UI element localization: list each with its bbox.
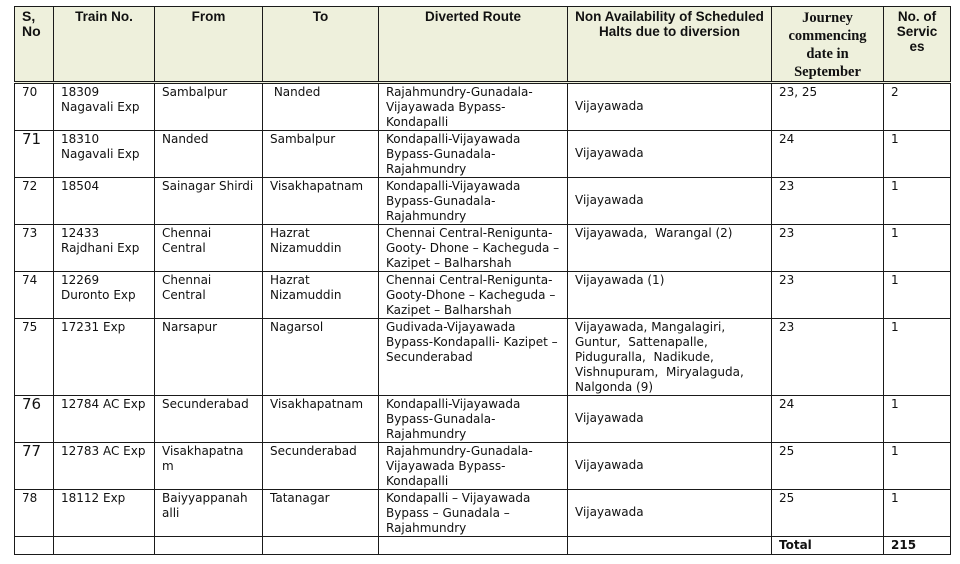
table-row	[15, 178, 951, 225]
cell-to: Visakhapatnam	[263, 396, 379, 443]
cell-services: 1	[884, 178, 951, 225]
cell-sno: 70	[15, 83, 54, 131]
cell-sno: 74	[15, 272, 54, 319]
cell-halts	[568, 178, 772, 225]
cell-route: Kondapalli – Vijayawada Bypass – Gunadala – Rajahmundry	[379, 490, 568, 537]
cell-services: 2	[884, 83, 951, 131]
cell-from: Chennai Central	[155, 272, 263, 319]
halts-text: Vijayawada	[575, 411, 644, 425]
halts-text: Vijayawada	[575, 193, 644, 207]
table-row	[15, 396, 951, 443]
cell-date: 23, 25	[772, 83, 884, 131]
table-row	[15, 443, 951, 490]
cell-from: Chennai Central	[155, 225, 263, 272]
halts-text: Vijayawada	[575, 458, 644, 472]
cell-halts: Vijayawada, Mangalagiri, Guntur, Sattenapalle, Piduguralla, Nadikude, Vishnupuram, Miryalaguda, Nalgonda (9)	[568, 319, 772, 396]
cell-halts	[568, 490, 772, 537]
total-label: Total	[772, 537, 884, 555]
cell-from: Nanded	[155, 131, 263, 178]
cell-empty	[15, 537, 54, 555]
halts-text: Vijayawada	[575, 146, 644, 160]
cell-sno: 75	[15, 319, 54, 396]
header-journey-date: Journey commencing date in September	[772, 7, 884, 83]
cell-empty	[568, 537, 772, 555]
cell-date: 23	[772, 319, 884, 396]
cell-to: Sambalpur	[263, 131, 379, 178]
cell-to: Hazrat Nizamuddin	[263, 272, 379, 319]
cell-train: 12783 AC Exp	[54, 443, 155, 490]
cell-services: 1	[884, 490, 951, 537]
cell-services: 1	[884, 131, 951, 178]
cell-to: Visakhapatnam	[263, 178, 379, 225]
header-row	[15, 7, 951, 83]
cell-services: 1	[884, 319, 951, 396]
cell-train: 12269 Duronto Exp	[54, 272, 155, 319]
diversion-table-container	[14, 6, 950, 555]
total-value: 215	[884, 537, 951, 555]
cell-route: Chennai Central-Renigunta-Gooty- Dhone – Kacheguda – Kazipet – Balharshah	[379, 225, 568, 272]
cell-train: 18504	[54, 178, 155, 225]
header-sno: S, No	[15, 7, 54, 83]
cell-services: 1	[884, 443, 951, 490]
cell-train: 12784 AC Exp	[54, 396, 155, 443]
cell-from: Sainagar Shirdi	[155, 178, 263, 225]
table-body	[15, 83, 951, 555]
cell-to: Tatanagar	[263, 490, 379, 537]
train-diversion-table	[14, 6, 951, 555]
cell-to: Hazrat Nizamuddin	[263, 225, 379, 272]
cell-from: Secunderabad	[155, 396, 263, 443]
cell-route: Kondapalli-Vijayawada Bypass-Gunadala-Rajahmundry	[379, 131, 568, 178]
cell-date: 23	[772, 178, 884, 225]
cell-route: Rajahmundry-Gunadala-Vijayawada Bypass-Kondapalli	[379, 83, 568, 131]
table-row	[15, 490, 951, 537]
cell-route: Kondapalli-Vijayawada Bypass-Gunadala-Rajahmundry	[379, 396, 568, 443]
cell-route: Chennai Central-Renigunta-Gooty-Dhone – Kacheguda – Kazipet – Balharshah	[379, 272, 568, 319]
header-diverted-route: Diverted Route	[379, 7, 568, 83]
cell-halts: Vijayawada, Warangal (2)	[568, 225, 772, 272]
cell-date: 25	[772, 443, 884, 490]
header-services: No. of Servic es	[884, 7, 951, 83]
cell-train: 17231 Exp	[54, 319, 155, 396]
cell-sno: 77	[15, 443, 54, 490]
header-halts: Non Availability of Scheduled Halts due to diversion	[568, 7, 772, 83]
table-row	[15, 131, 951, 178]
table-row	[15, 83, 951, 131]
cell-sno: 71	[15, 131, 54, 178]
cell-services: 1	[884, 396, 951, 443]
cell-date: 24	[772, 131, 884, 178]
table-row	[15, 225, 951, 272]
cell-train: 18309 Nagavali Exp	[54, 83, 155, 131]
header-to: To	[263, 7, 379, 83]
table-header	[15, 7, 951, 83]
cell-route: Kondapalli-Vijayawada Bypass-Gunadala-Rajahmundry	[379, 178, 568, 225]
halts-text: Vijayawada	[575, 99, 644, 113]
cell-services: 1	[884, 272, 951, 319]
cell-to: Nanded	[263, 83, 379, 131]
cell-to: Nagarsol	[263, 319, 379, 396]
cell-empty	[54, 537, 155, 555]
total-row	[15, 537, 951, 555]
cell-date: 23	[772, 272, 884, 319]
cell-from: Narsapur	[155, 319, 263, 396]
header-train-no: Train No.	[54, 7, 155, 83]
cell-empty	[263, 537, 379, 555]
cell-empty	[379, 537, 568, 555]
table-row	[15, 272, 951, 319]
cell-train: 18112 Exp	[54, 490, 155, 537]
halts-text: Vijayawada	[575, 505, 644, 519]
cell-sno: 73	[15, 225, 54, 272]
cell-sno: 78	[15, 490, 54, 537]
cell-sno: 76	[15, 396, 54, 443]
header-from: From	[155, 7, 263, 83]
cell-halts: Vijayawada (1)	[568, 272, 772, 319]
cell-halts	[568, 396, 772, 443]
cell-from: Baiyyappanah alli	[155, 490, 263, 537]
cell-route: Rajahmundry-Gunadala-Vijayawada Bypass-Kondapalli	[379, 443, 568, 490]
cell-from: Visakhapatna m	[155, 443, 263, 490]
cell-date: 24	[772, 396, 884, 443]
cell-from: Sambalpur	[155, 83, 263, 131]
cell-date: 25	[772, 490, 884, 537]
cell-date: 23	[772, 225, 884, 272]
cell-halts	[568, 131, 772, 178]
cell-halts	[568, 443, 772, 490]
table-row	[15, 319, 951, 396]
cell-empty	[155, 537, 263, 555]
cell-to: Secunderabad	[263, 443, 379, 490]
cell-route: Gudivada-Vijayawada Bypass-Kondapalli- Kazipet – Secunderabad	[379, 319, 568, 396]
cell-services: 1	[884, 225, 951, 272]
cell-train: 18310 Nagavali Exp	[54, 131, 155, 178]
cell-train: 12433 Rajdhani Exp	[54, 225, 155, 272]
cell-halts	[568, 83, 772, 131]
cell-sno: 72	[15, 178, 54, 225]
